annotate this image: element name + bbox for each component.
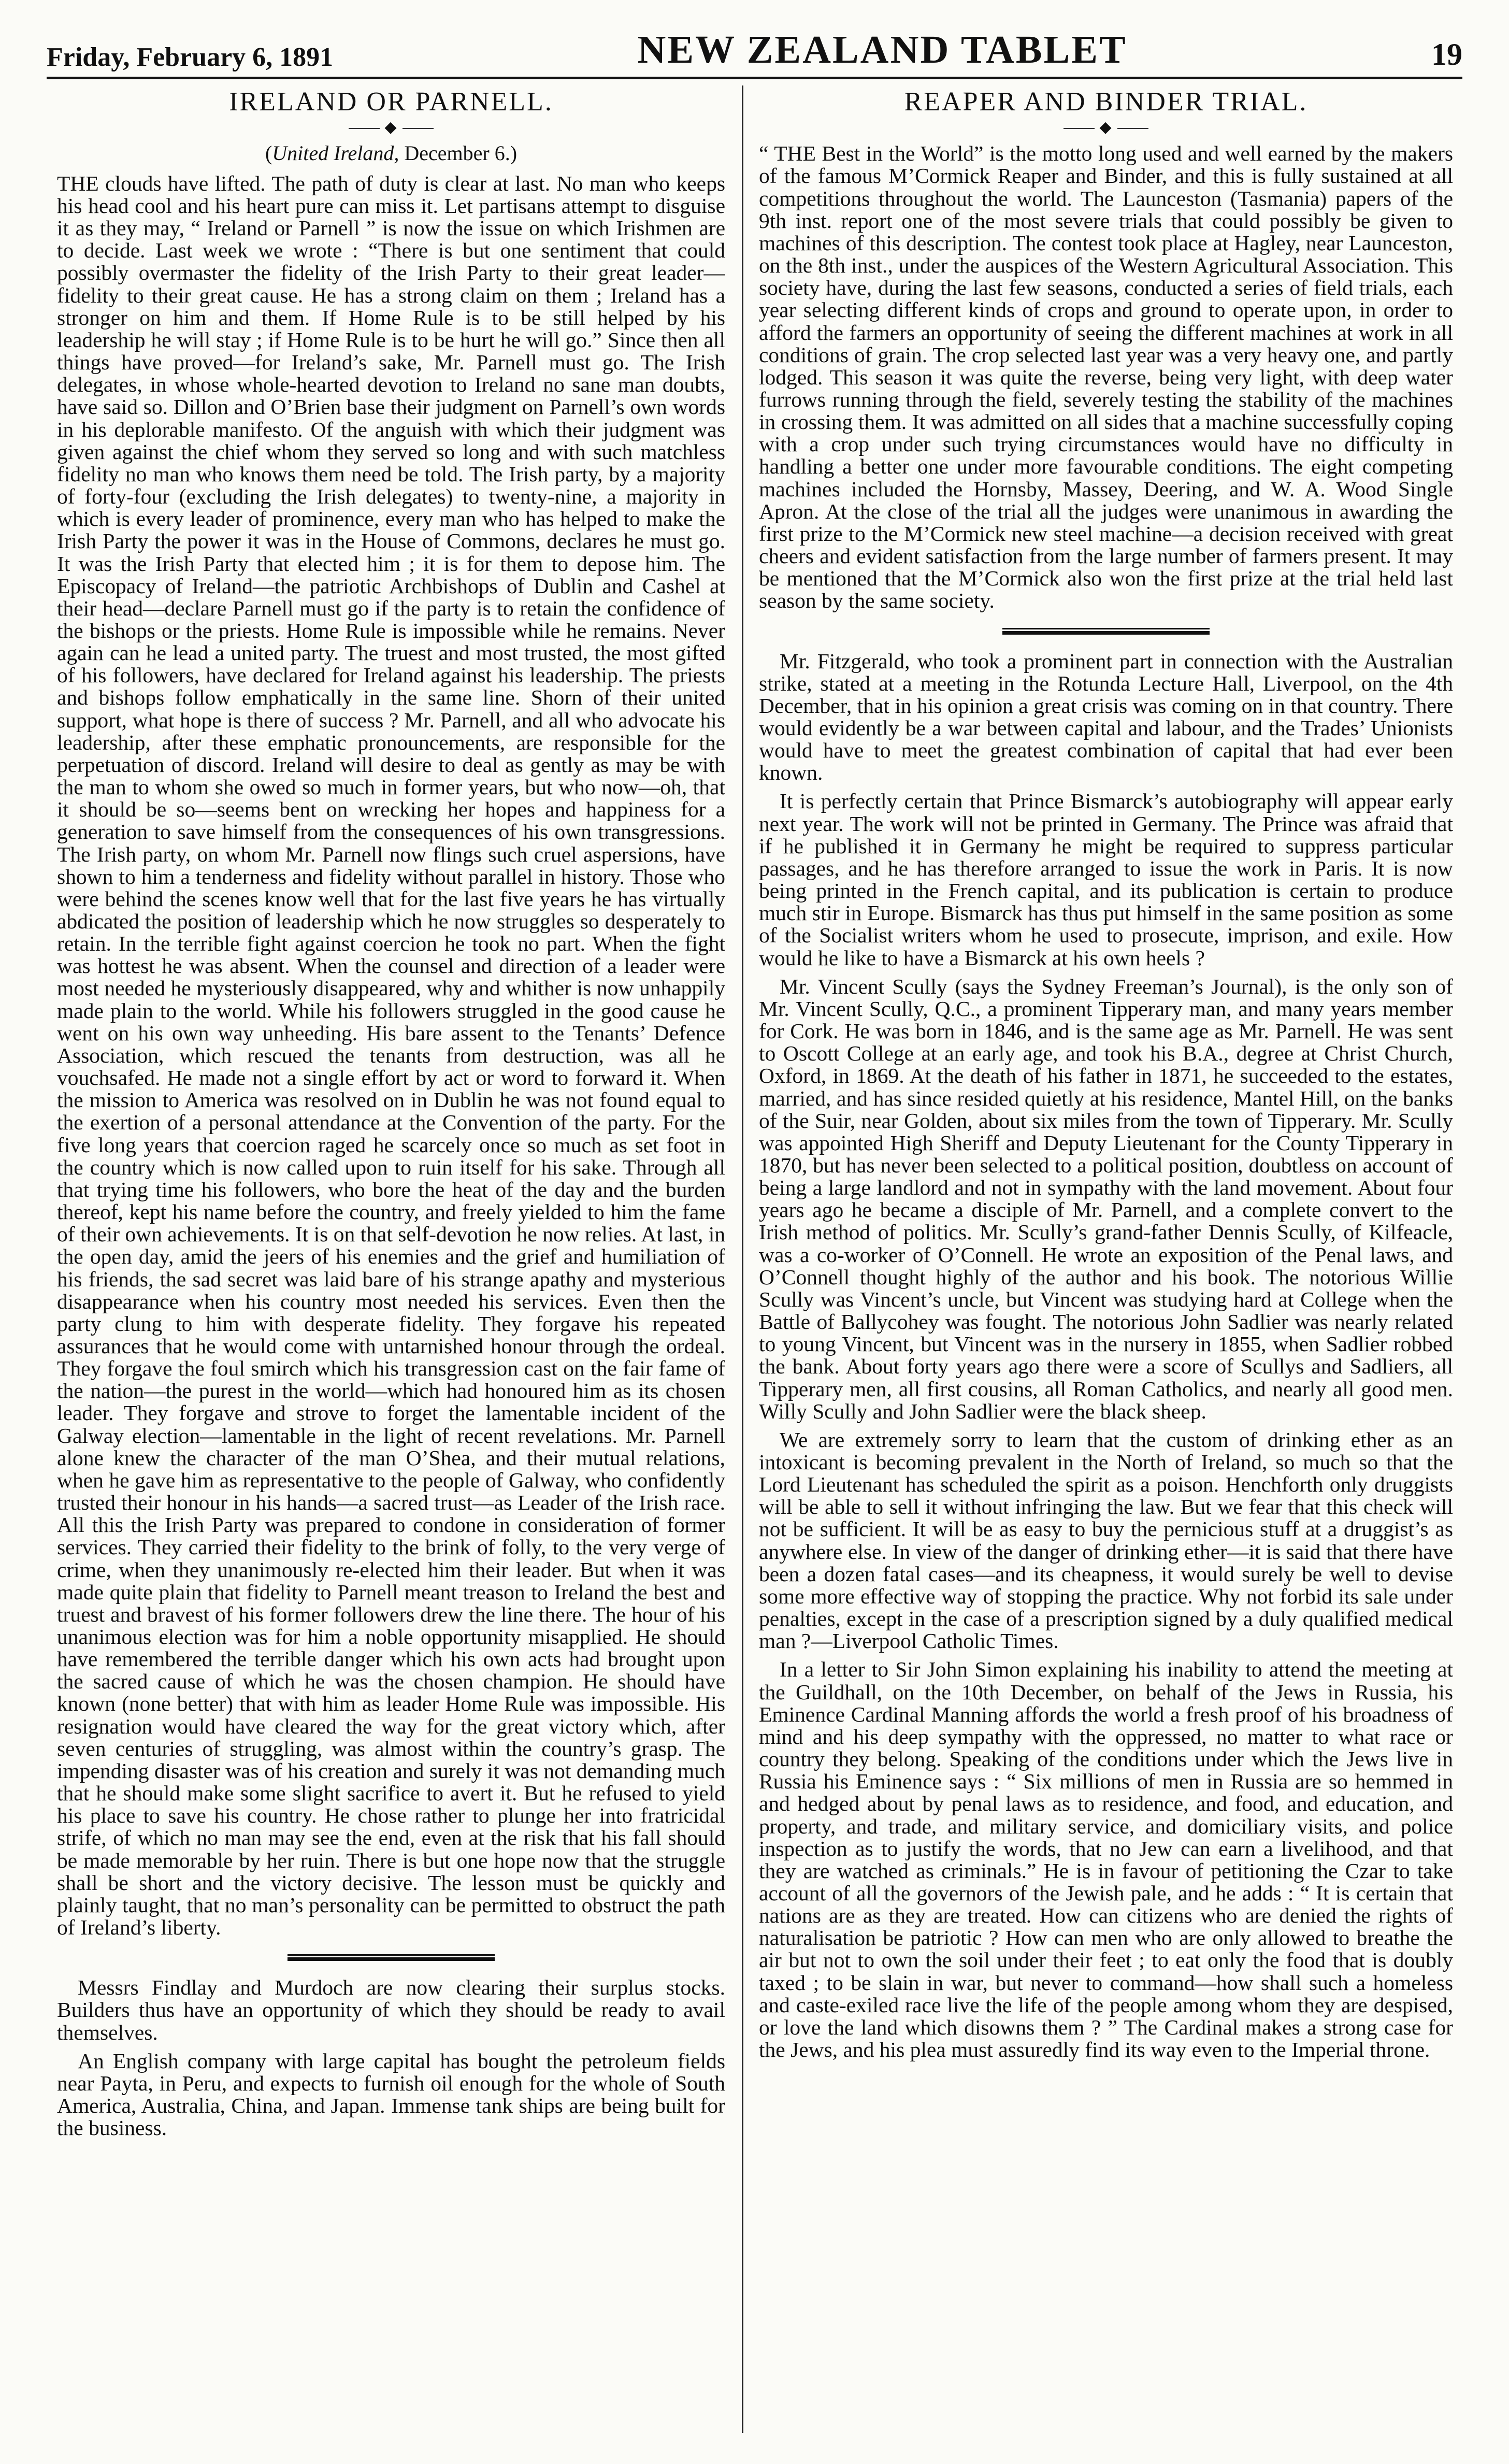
page-number: 19 <box>1431 37 1462 71</box>
right-column <box>759 83 1453 2433</box>
column-separator <box>1002 628 1210 635</box>
ireland-parnell-headline: IRELAND OR PARNELL. <box>229 87 553 117</box>
column-separator <box>288 1954 495 1961</box>
ether-drinking-note: We are extremely sorry to learn that the custom of drinking ether as an intoxicant is becoming prevalent in the North of Ireland, so much so that the Lord Lieutenant has scheduled the spirit as a poison. Henchforth only druggists will be able to sell it without infringing the law. But we fear that this check will not be sufficient. It will be as easy to buy the pernicious stuff at a druggist’s as anywhere else. In view of the danger of drinking ether—it is said that there have been a dozen fatal cases—and its cheapness, it would surely be well to devise some more effective way of stopping the practice. Why not forbid its sale under penalties, except in the case of a prescription signed by a duly qualified medical man ?—Liverpool Catholic Times. <box>759 1427 1453 1653</box>
ireland-parnell-article: THE clouds have lifted. The path of duty is clear at last. No man who keeps his head cool and his heart pure can miss it. Let partisans attempt to disguise it as they may, “ Ireland or Parnell ” is now the issue on which Irishmen are to decide. Last week we wrote : “There is but one sentiment that could possibly overmaster the fidelity of the Irish Party to their great leader—fidelity to their great cause. He has a strong claim on them ; Ireland has a stronger on him and them. If Home Rule is to be still helped by his leadership he will stay ; if Home Rule is to be hurt he will go.” Since then all things have proved—for Ireland’s sake, Mr. Parnell must go. The Irish delegates, in whose whole-hearted devotion to Ireland no sane man doubts, have said so. Dillon and O’Brien base their judgment on Parnell’s own words in his deplorable manifesto. Of the anguish with which their judgment was given against the chief whom they served so long and with such matchless fidelity no man who knows them need be told. The Irish party, by a majority of forty-four (excluding the Irish delegates) to twenty-nine, a majority in which is every leader of prominence, every man who has helped to make the Irish Party the power it was in the House of Commons, declares he must go. It was the Irish Party that elected him ; it is for them to depose him. The Episcopacy of Ireland—the patriotic Archbishops of Dublin and Cashel at their head—declare Parnell must go if the party is to retain the confidence of the bishops or the priests. Home Rule is impossible while he remains. Never again can he lead a united party. The truest and most trusted, the most gifted of his followers, have declared for Ireland against his leadership. The priests and bishops follow emphatically in the same line. Shorn of their united support, what hope is there of success ? Mr. Parnell, and all who advocate his leadership, after these emphatic pronouncements, are responsible for the perpetuation of discord. Ireland will desire to deal as gently as may be with the man to whom she owed so much in former years, but who now—oh, that it should be so—seems bent on wrecking her hopes and happiness for a generation to save himself from the consequences of his own transgressions. The Irish party, on whom Mr. Parnell now flings such cruel aspersions, have shown to him a tenderness and fidelity without parallel in history. Those who were behind the scenes know well that for the last five years he has virtually abdicated the position of leadership which he now struggles so desperately to retain. In the terrible fight against coercion he took no part. When the fight was hottest he was absent. When the counsel and direction of a leader were most needed he mysteriously disappeared, why and whither is now unhappily made plain to the world. While his followers struggled in the good cause he went on his own way unheeding. His bare assent to the Tenants’ Defence Association, which rescued the tenants from destruction, was all he vouchsafed. He made not a single effort by act or word to forward it. When the mission to America was resolved on in Dublin he was not found equal to the exertion of a personal attendance at the Convention of the party. For the five long years that coercion raged he scarcely once so much as set foot in the country which is now called upon to ruin itself for his sake. Through all that trying time his followers, who bore the heat of the day and the burden thereof, kept his name before the country, and freely yielded to him the fame of their own achievements. It is on that self-devotion he now relies. At last, in the open day, amid the jeers of his enemies and the grief and humiliation of his friends, the sad secret was laid bare of his strange apathy and mysterious disappearance when his country most needed his services. Even then the party clung to him with desperate fidelity. They forgave his repeated assurances that he would come with untarnished honour through the ordeal. They forgave the foul smirch which his transgression cast on the fair fame of the nation—the purest in the world—which had honoured him as its chosen leader. They forgave and strove to forget the lamentable incident of the Galway election—lamentable in the light of recent revelations. Mr. Parnell alone knew the character of the man O’Shea, and their mutual relations, when he gave him as representative to the people of Galway, who confidently trusted their honour in his hands—a sacred trust—as Leader of the Irish race. All this the Irish Party was prepared to condone in consideration of former services. They carried their fidelity to the brink of folly, to the very verge of crime, when they unanimously re-elected him their leader. But when it was made quite plain that fidelity to Parnell meant treason to Ireland the best and truest and bravest of his former followers drew the line there. The hour of his unanimous election was for him a noble opportunity misapplied. He should have remembered the terrible danger which his own acts had brought upon the sacred cause of which he was the chosen champion. He should have known (none better) that with him as leader Home Rule was impossible. His resignation would have cleared the way for the great victory which, after seven centuries of struggling, was almost within the country’s grasp. The impending disaster was of his creation and surely it was not demanding much that he should make some slight sacrifice to avert it. But he refused to yield his place to save his country. He chose rather to plunge her into fratricidal strife, of which no man may see the end, even at the risk that his fall should be made memorable by her ruin. There is but one hope now that the struggle shall be short and the victory decisive. The lesson must be quickly and plainly taught, that no man’s personality can be permitted to obstruct the path of Ireland’s liberty. <box>57 171 725 1940</box>
fitzgerald-note: Mr. Fitzgerald, who took a prominent part in connection with the Australian strike, stated at a meeting in the Rotunda Lecture Hall, Liverpool, on the 4th December, that in his opinion a great crisis was coming on in that country. There would evidently be a war between capital and labour, and the Trades’ Unionists would have to meet the greatest combination of capital that had ever been known. <box>759 649 1453 785</box>
cardinal-manning-note: In a letter to Sir John Simon explaining his inability to attend the meeting at the Guildhall, on the 10th December, on behalf of the Jews in Russia, his Eminence Cardinal Manning affords the world a fresh proof of his broadness of mind and his deep sympathy with the oppressed, no matter to what race or country they belong. Speaking of the conditions under which the Jews live in Russia his Eminence says : “ Six millions of men in Russia are so hemmed in and hedged about by penal laws as to residence, and food, and education, and property, and trade, and military service, and domiciliary visits, and police inspection as to justify the words, that no Jew can earn a livelihood, and that they are watched as criminals.” He is in favour of petitioning the Czar to take account of all the governors of the Jewish pale, and he adds : “ It is certain that nations are as they are treated. How can citizens who are denied the rights of naturalisation be patriotic ? How can men who are only allowed to breathe the air but not to own the soil under their feet ; to eat only the food that is doubly taxed ; to be slain in war, but never to command—how shall such a homeless and caste-exiled race live the life of the people among whom they are despised, or love the land which disowns them ? ” The Cardinal makes a strong case for the Jews, and his plea must assuredly find its way even to the Imperial throne. <box>759 1657 1453 2062</box>
source-name: United Ireland, <box>272 141 399 165</box>
petroleum-note: An English company with large capital has bought the petroleum fields near Payta, in Peru, and expects to furnish oil enough for the whole of South America, Australia, China, and Japan. Immense tank ships are being built for the business. <box>57 2048 725 2140</box>
reaper-binder-article: “ THE Best in the World” is the motto long used and well earned by the makers of the famous M’Cormick Reaper and Binder, and this is fully sustained at all competitions throughout the world. The Launceston (Tasmania) papers of the 9th inst. report one of the most severe trials that could possibly be given to machines of this description. The contest took place at Hagley, near Launceston, on the 8th inst., under the auspices of the Western Agricultural Association. This society have, during the last few seasons, conducted a series of field trials, each year selecting different kinds of crops and ground to operate upon, in order to afford the farmers an opportunity of seeing the different machines at work in all conditions of grain. The crop selected last year was a very heavy one, and partly lodged. This season it was quite the reverse, being very light, with deep water furrows running through the field, severely testing the stability of the machines in crossing them. It was admitted on all sides that a machine successfully coping with a crop under such trying circumstances would have no difficulty in handling a better one under more favourable conditions. The eight competing machines included the Hornsby, Massey, Deering, and W. A. Wood Single Apron. At the close of the trial all the judges were unanimous in awarding the first prize to the M’Cormick new steel machine—a decision received with great cheers and evident satisfaction from the large number of farmers present. It may be mentioned that the M’Cormick also won the first prize at the trial held last season by the same society. <box>759 141 1453 613</box>
article-source: (United Ireland, December 6.) <box>265 141 518 165</box>
source-date: December 6.) <box>404 141 518 165</box>
bismarck-note: It is perfectly certain that Prince Bismarck’s autobiography will appear early next year. The work will not be printed in Germany. The Prince was afraid that if he published it in Germany he might be required to suppress particular passages, and he has therefore arranged to issue the work in Paris. It is now being printed in the French capital, and its publication is certain to produce much stir in Europe. Bismarck has thus put himself in the same position as some of the Socialist writers whom he used to prosecute, imprison, and exile. How would he like to have a Bismarck at his own heels ? <box>759 789 1453 970</box>
ornament-divider: ◆ <box>759 119 1453 135</box>
issue-date: Friday, February 6, 1891 <box>47 42 334 72</box>
reaper-binder-headline: REAPER AND BINDER TRIAL. <box>904 87 1308 117</box>
vincent-scully-note: Mr. Vincent Scully (says the Sydney Freeman’s Journal), is the only son of Mr. Vincent Scully, Q.C., a prominent Tipperary man, and many years member for Cork. He was born in 1846, and is the same age as Mr. Parnell. He was sent to Oscott College at an early age, and took his B.A., degree at Christ Church, Oxford, in 1869. At the death of his father in 1871, he succeeded to the estates, married, and has since resided quietly at his residence, Mantel Hill, on the banks of the Suir, near Golden, about six miles from the town of Tipperary. Mr. Scully was appointed High Sheriff and Deputy Lieutenant for the County Tipperary in 1870, but has never been selected to a political position, doubtless on account of being a large landlord and not in sympathy with the land movement. About four years ago he became a disciple of Mr. Parnell, and a complete convert to the Irish method of politics. Mr. Scully’s grand-father Dennis Scully, of Kilfeacle, was a co-worker of O’Connell. He wrote an exposition of the Penal laws, and O’Connell thought highly of the author and his book. The notorious Willie Scully was Vincent’s uncle, but Vincent was studying hard at College when the Battle of Ballycohey was fought. The notorious John Sadlier was nearly related to young Vincent, but Vincent was in the nursery in 1855, when Sadlier robbed the bank. About forty years ago there were a score of Scullys and Sadliers, all Tipperary men, all first cousins, all Roman Catholics, and nearly all good men. Willy Scully and John Sadlier were the black sheep. <box>759 974 1453 1423</box>
paper-title: NEW ZEALAND TABLET <box>637 28 1127 71</box>
column-rule <box>742 85 743 2433</box>
ornament-divider: ◆ <box>57 119 725 135</box>
left-column <box>57 83 725 2433</box>
masthead <box>47 21 1462 79</box>
findlay-murdoch-note: Messrs Findlay and Murdoch are now clearing their surplus stocks. Builders thus have an opportunity of which they should be ready to avail themselves. <box>57 1975 725 2044</box>
